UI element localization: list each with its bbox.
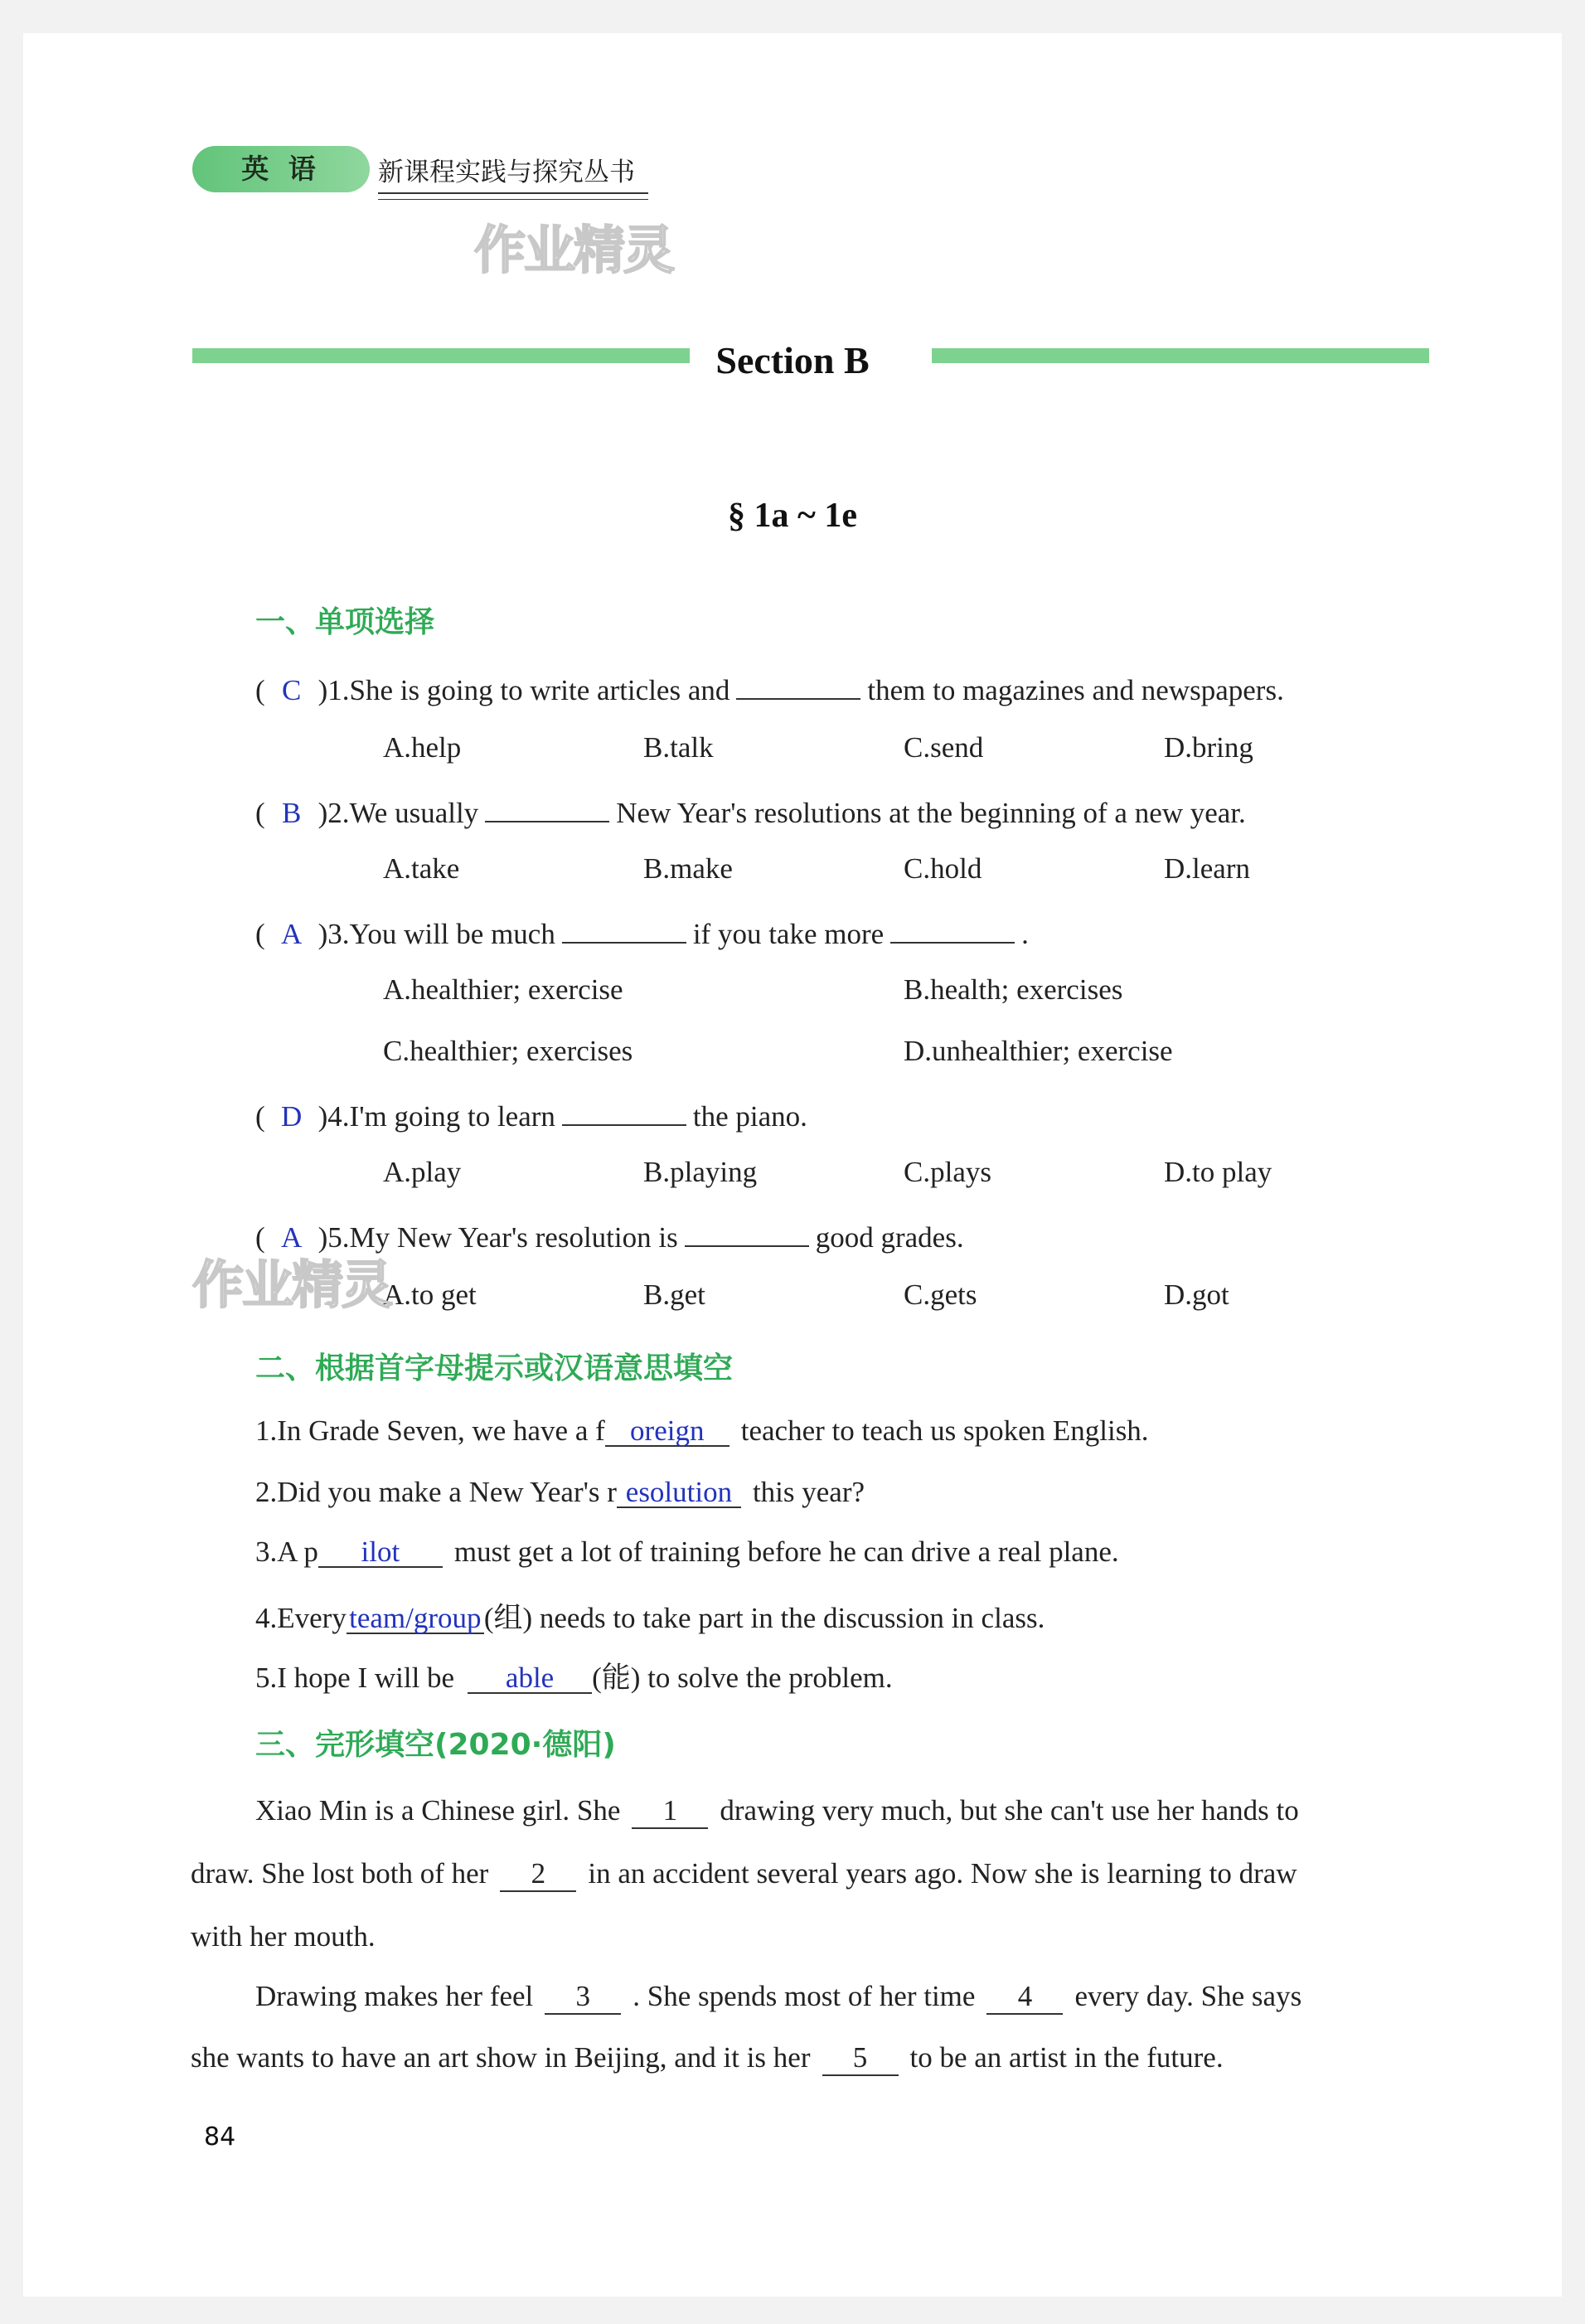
fill-item-2: 2.Did you make a New Year's r esolution this year? <box>255 1476 865 1508</box>
question-5: ( A )5.My New Year's resolution is good grades. <box>255 1217 964 1254</box>
fill-item-1: 1.In Grade Seven, we have a f oreign teacher to teach us spoken English. <box>255 1414 1149 1447</box>
option-4a: A.play <box>383 1156 462 1188</box>
cloze-line-2: draw. She lost both of her 2 in an accident several years ago. Now she is learning to draw <box>191 1857 1297 1892</box>
cloze-line-5: she wants to have an art show in Beijing, and it is her 5 to be an artist in the future. <box>191 2041 1224 2076</box>
question-2: ( B )2.We usually New Year's resolutions at the beginning of a new year. <box>255 793 1246 830</box>
fill-answer-3: ilot <box>318 1537 443 1568</box>
option-4b: B.playing <box>643 1156 758 1188</box>
question-3: ( A )3.You will be much if you take more . <box>255 914 1029 951</box>
cloze-blank-1: 1 <box>632 1794 708 1829</box>
fill-answer-1: oreign <box>605 1416 729 1447</box>
blank <box>890 914 1015 944</box>
option-5b: B.get <box>643 1278 705 1311</box>
option-4c: C.plays <box>904 1156 991 1188</box>
option-2b: B.make <box>643 852 733 885</box>
option-5a: A.to get <box>383 1278 477 1311</box>
option-5c: C.gets <box>904 1278 977 1311</box>
option-5d: D.got <box>1164 1278 1229 1311</box>
option-3b: B.health; exercises <box>904 973 1123 1006</box>
page-number: 84 <box>204 2123 236 2152</box>
cloze-blank-3: 3 <box>545 1980 621 2015</box>
blank <box>485 793 609 822</box>
fill-answer-4: team/group <box>347 1604 484 1634</box>
cloze-blank-4: 4 <box>986 1980 1063 2015</box>
subject-badge: 英 语 <box>192 146 370 192</box>
fill-item-3: 3.A p ilot must get a lot of training before he can drive a real plane. <box>255 1536 1119 1568</box>
cloze-blank-5: 5 <box>822 2041 899 2076</box>
option-1c: C.send <box>904 731 984 764</box>
watermark-logo: 作业精灵 <box>474 220 674 280</box>
option-3c: C.healthier; exercises <box>383 1035 633 1067</box>
answer-4: D <box>281 1100 303 1133</box>
part3-heading: 三、完形填空(2020·德阳) <box>255 1728 616 1762</box>
cloze-line-3: with her mouth. <box>191 1920 376 1953</box>
answer-3: A <box>281 918 303 950</box>
cloze-blank-2: 2 <box>500 1857 576 1892</box>
option-4d: D.to play <box>1164 1156 1272 1188</box>
option-2a: A.take <box>383 852 460 885</box>
blank <box>685 1217 809 1247</box>
fill-answer-5: able <box>468 1663 592 1694</box>
question-1: ( C )1.She is going to write articles and them to magazines and newspapers. <box>255 670 1284 707</box>
option-1b: B.talk <box>643 731 714 764</box>
blank <box>562 914 686 944</box>
option-1a: A.help <box>383 731 462 764</box>
subsection-title: § 1a ~ 1e <box>728 497 857 535</box>
series-underline-thin <box>378 199 648 200</box>
blank <box>562 1096 686 1126</box>
fill-item-5: 5.I hope I will be able (能) to solve the problem. <box>255 1662 893 1694</box>
part1-heading: 一、单项选择 <box>255 605 435 639</box>
option-2c: C.hold <box>904 852 982 885</box>
answer-2: B <box>281 797 302 829</box>
option-2d: D.learn <box>1164 852 1250 885</box>
option-3a: A.healthier; exercise <box>383 973 623 1006</box>
watermark-logo-2: 作业精灵 <box>192 1254 392 1315</box>
option-3d: D.unhealthier; exercise <box>904 1035 1173 1067</box>
answer-5: A <box>281 1221 303 1254</box>
section-title: Section B <box>715 339 870 381</box>
question-4: ( D )4.I'm going to learn the piano. <box>255 1096 807 1133</box>
fill-item-4: 4.Everyteam/group(组) needs to take part in the discussion in class. <box>255 1602 1045 1634</box>
answer-1: C <box>281 674 302 706</box>
part2-heading: 二、根据首字母提示或汉语意思填空 <box>255 1351 734 1385</box>
cloze-line-1: Xiao Min is a Chinese girl. She 1 drawing very much, but she can't use her hands to <box>255 1794 1299 1829</box>
series-underline <box>378 192 648 194</box>
cloze-line-4: Drawing makes her feel 3 . She spends most of her time 4 every day. She says <box>255 1980 1301 2015</box>
fill-answer-2: esolution <box>617 1477 741 1508</box>
series-title: 新课程实践与探究丛书 <box>378 158 635 187</box>
option-1d: D.bring <box>1164 731 1253 764</box>
blank <box>736 670 860 700</box>
